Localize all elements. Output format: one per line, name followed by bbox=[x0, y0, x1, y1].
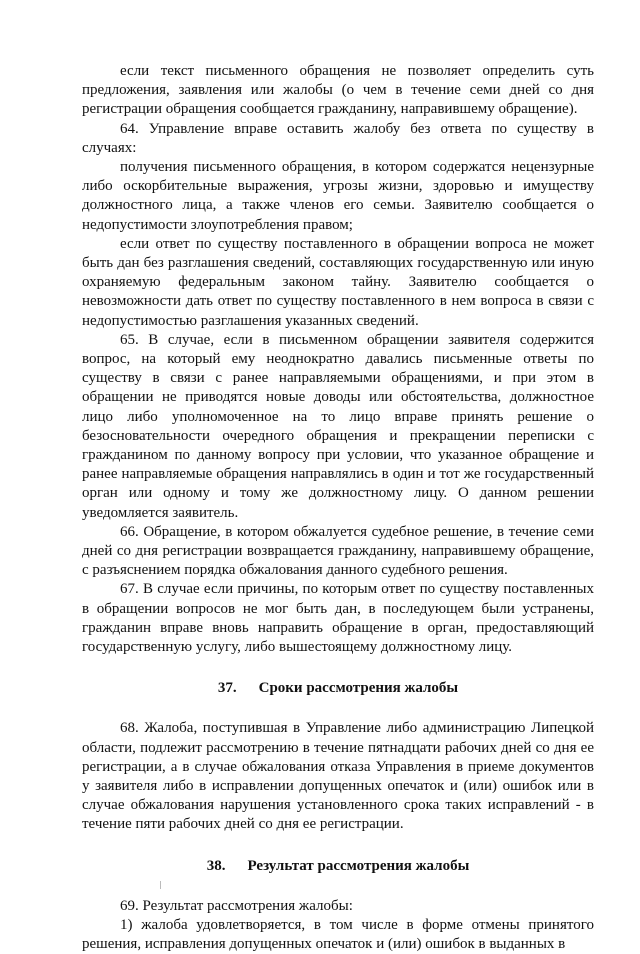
section-title: Сроки рассмотрения жалобы bbox=[258, 680, 459, 697]
paragraph: если текст письменного обращения не позволяет определить суть предложения, заявления или жалобы (о чем в течение семи дней со дня регистрации обращения сообщается гражданину, направившему обращение). bbox=[82, 63, 594, 118]
paragraph: получения письменного обращения, в котором содержатся нецензурные либо оскорбительные выражения, угрозы жизни, здоровью и имуществу должностного лица, а также членов его семьи. Заявителю сообщается о недопустимости злоупотребления правом; bbox=[82, 159, 594, 233]
scan-mark bbox=[160, 881, 161, 889]
section-number: 37. bbox=[217, 680, 237, 697]
paragraph-69-item-1: 1) жалоба удовлетворяется, в том числе в форме отмены принятого решения, исправления допущенных опечаток и (или) ошибок в выданных в bbox=[82, 916, 594, 952]
section-heading-37 bbox=[82, 679, 594, 698]
paragraph-65: 65. В случае, если в письменном обращении заявителя содержится вопрос, на который ему неоднократно давались письменные ответы по существу в связи с ранее направляемыми обращениями, и при этом в обращении не приводятся новые доводы или обстоятельства, должностное лицо либо уполномоченное на то лицо вправе принять решение о безосновательности очередного обращения и прекращении переписки с гражданином по данному вопросу при условии, что указанное обращение и ранее направляемые обращения направлялись в один и тот же государственный орган или одному и тому же должностному лицу. О данном решении уведомляется заявитель. bbox=[82, 331, 594, 521]
section-title: Результат рассмотрения жалобы bbox=[247, 857, 470, 874]
section-heading-38 bbox=[82, 857, 594, 876]
paragraph-69: 69. Результат рассмотрения жалобы: bbox=[120, 897, 353, 914]
paragraph-68: 68. Жалоба, поступившая в Управление либо администрацию Липецкой области, подлежит рассмотрению в течение пятнадцати рабочих дней со дня ее регистрации, а в случае обжалования отказа Управления в приеме документов у заявителя либо в исправлении допущенных опечаток и (или) ошибок или в случае обжалования нарушения установленного срока таких исправлений - в течение пяти рабочих дней со дня ее регистрации. bbox=[82, 720, 594, 833]
paragraph-64: 64. Управление вправе оставить жалобу без ответа по существу в случаях: bbox=[82, 120, 594, 156]
paragraph-66: 66. Обращение, в котором обжалуется судебное решение, в течение семи дней со дня регистрации возвращается гражданину, направившему обращение, с разъяснением порядка обжалования данного судебного решения. bbox=[82, 523, 594, 579]
paragraph: если ответ по существу поставленного в обращении вопроса не может быть дан без разглашения сведений, составляющих государственную или иную охраняемую федеральным законом тайну. Заявителю сообщается о невозможности дать ответ по существу поставленного в нем вопроса в связи с недопустимостью разглашения указанных сведений. bbox=[82, 235, 594, 329]
paragraph-67: 67. В случае если причины, по которым ответ по существу поставленных в обращении вопросов не мог быть дан, в последующем были устранены, гражданин вправе вновь направить обращение в орган, предоставляющий государственную услугу, либо вышестоящему должностному лицу. bbox=[82, 581, 594, 656]
section-number: 38. bbox=[206, 857, 226, 874]
